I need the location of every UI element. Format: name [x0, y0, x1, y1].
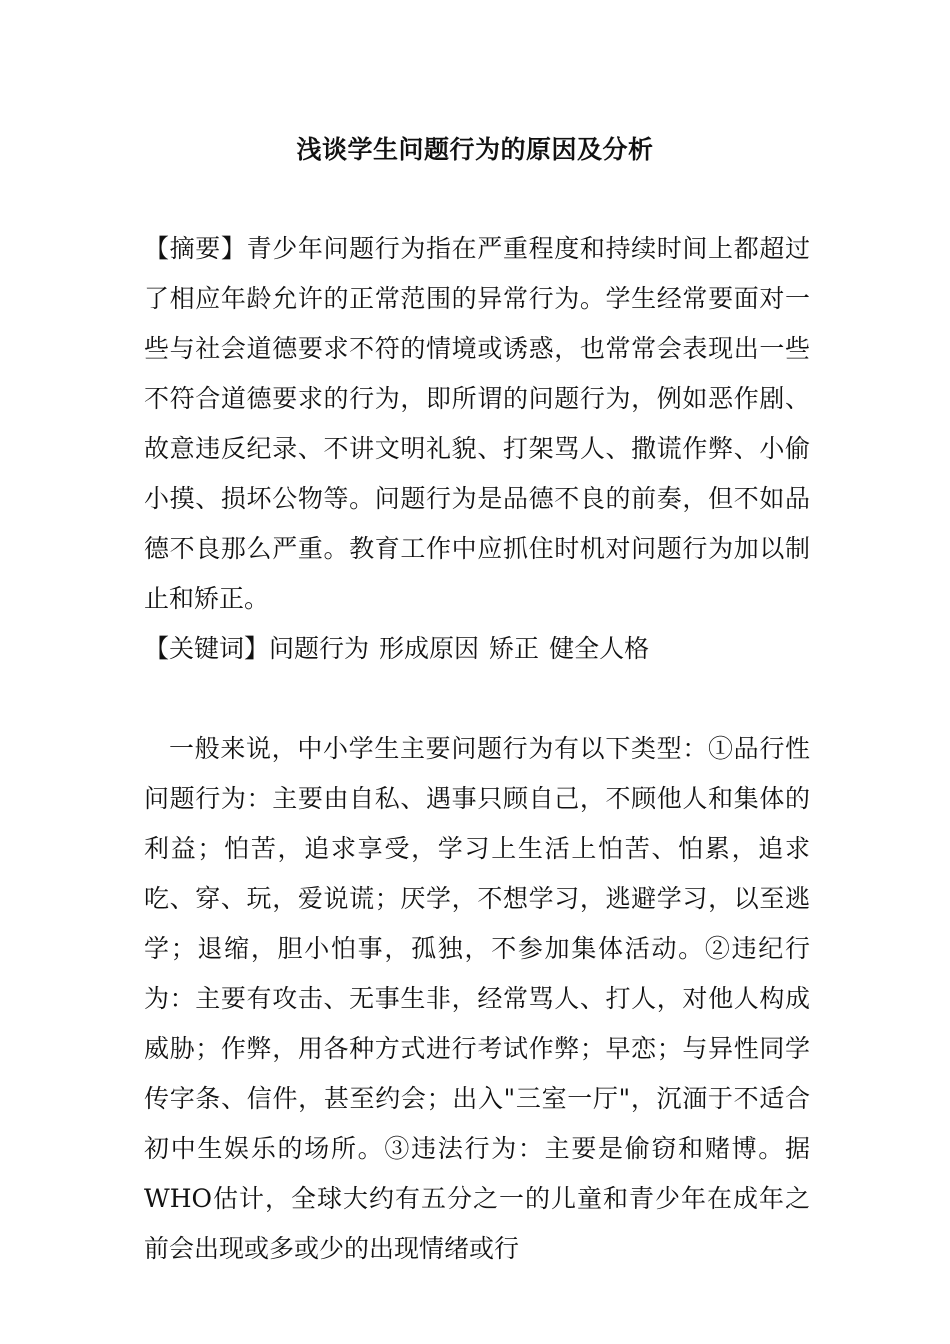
- abstract-label: 【摘要】: [144, 234, 247, 263]
- keyword-item: 问题行为: [269, 634, 370, 663]
- keyword-item: 矫正: [489, 634, 540, 663]
- keywords-section: [144, 624, 810, 674]
- document-title: 浅谈学生问题行为的原因及分析: [296, 135, 654, 164]
- abstract-text: 青少年问题行为指在严重程度和持续时间上都超过了相应年龄允许的正常范围的异常行为。学生经常要面对一些与社会道德要求不符的情境或诱惑，也常常会表现出一些不符合道德要求的行为，即所谓的问题行为，例如恶作剧、故意违反纪录、不讲文明礼貌、打架骂人、撒谎作弊、小偷小摸、损坏公物等。问题行为是品德不良的前奏，但不如品德不良那么严重。教育工作中应抓住时机对问题行为加以制止和矫正。: [144, 234, 810, 613]
- keyword-item: 健全人格: [549, 634, 650, 663]
- keywords-label: 【关键词】: [144, 634, 270, 663]
- body-paragraph: 一般来说，中小学生主要问题行为有以下类型：①品行性问题行为：主要由自私、遇事只顾自己，不顾他人和集体的利益；怕苦，追求享受，学习上生活上怕苦、怕累，追求吃、穿、玩，爱说谎；厌学，不想学习，逃避学习，以至逃学；退缩，胆小怕事，孤独，不参加集体活动。②违纪行为：主要有攻击、无事生非，经常骂人、打人，对他人构成威胁；作弊，用各种方式进行考试作弊；早恋；与异性同学传字条、信件，甚至约会；出入"三室一厅"，沉湎于不适合初中生娱乐的场所。③违法行为：主要是偷窃和赌博。据WHO估计，全球大约有五分之一的儿童和青少年在成年之前会出现或多或少的出现情绪或行: [144, 734, 810, 1263]
- abstract-section: [144, 224, 810, 624]
- keyword-item: 形成原因: [379, 634, 480, 663]
